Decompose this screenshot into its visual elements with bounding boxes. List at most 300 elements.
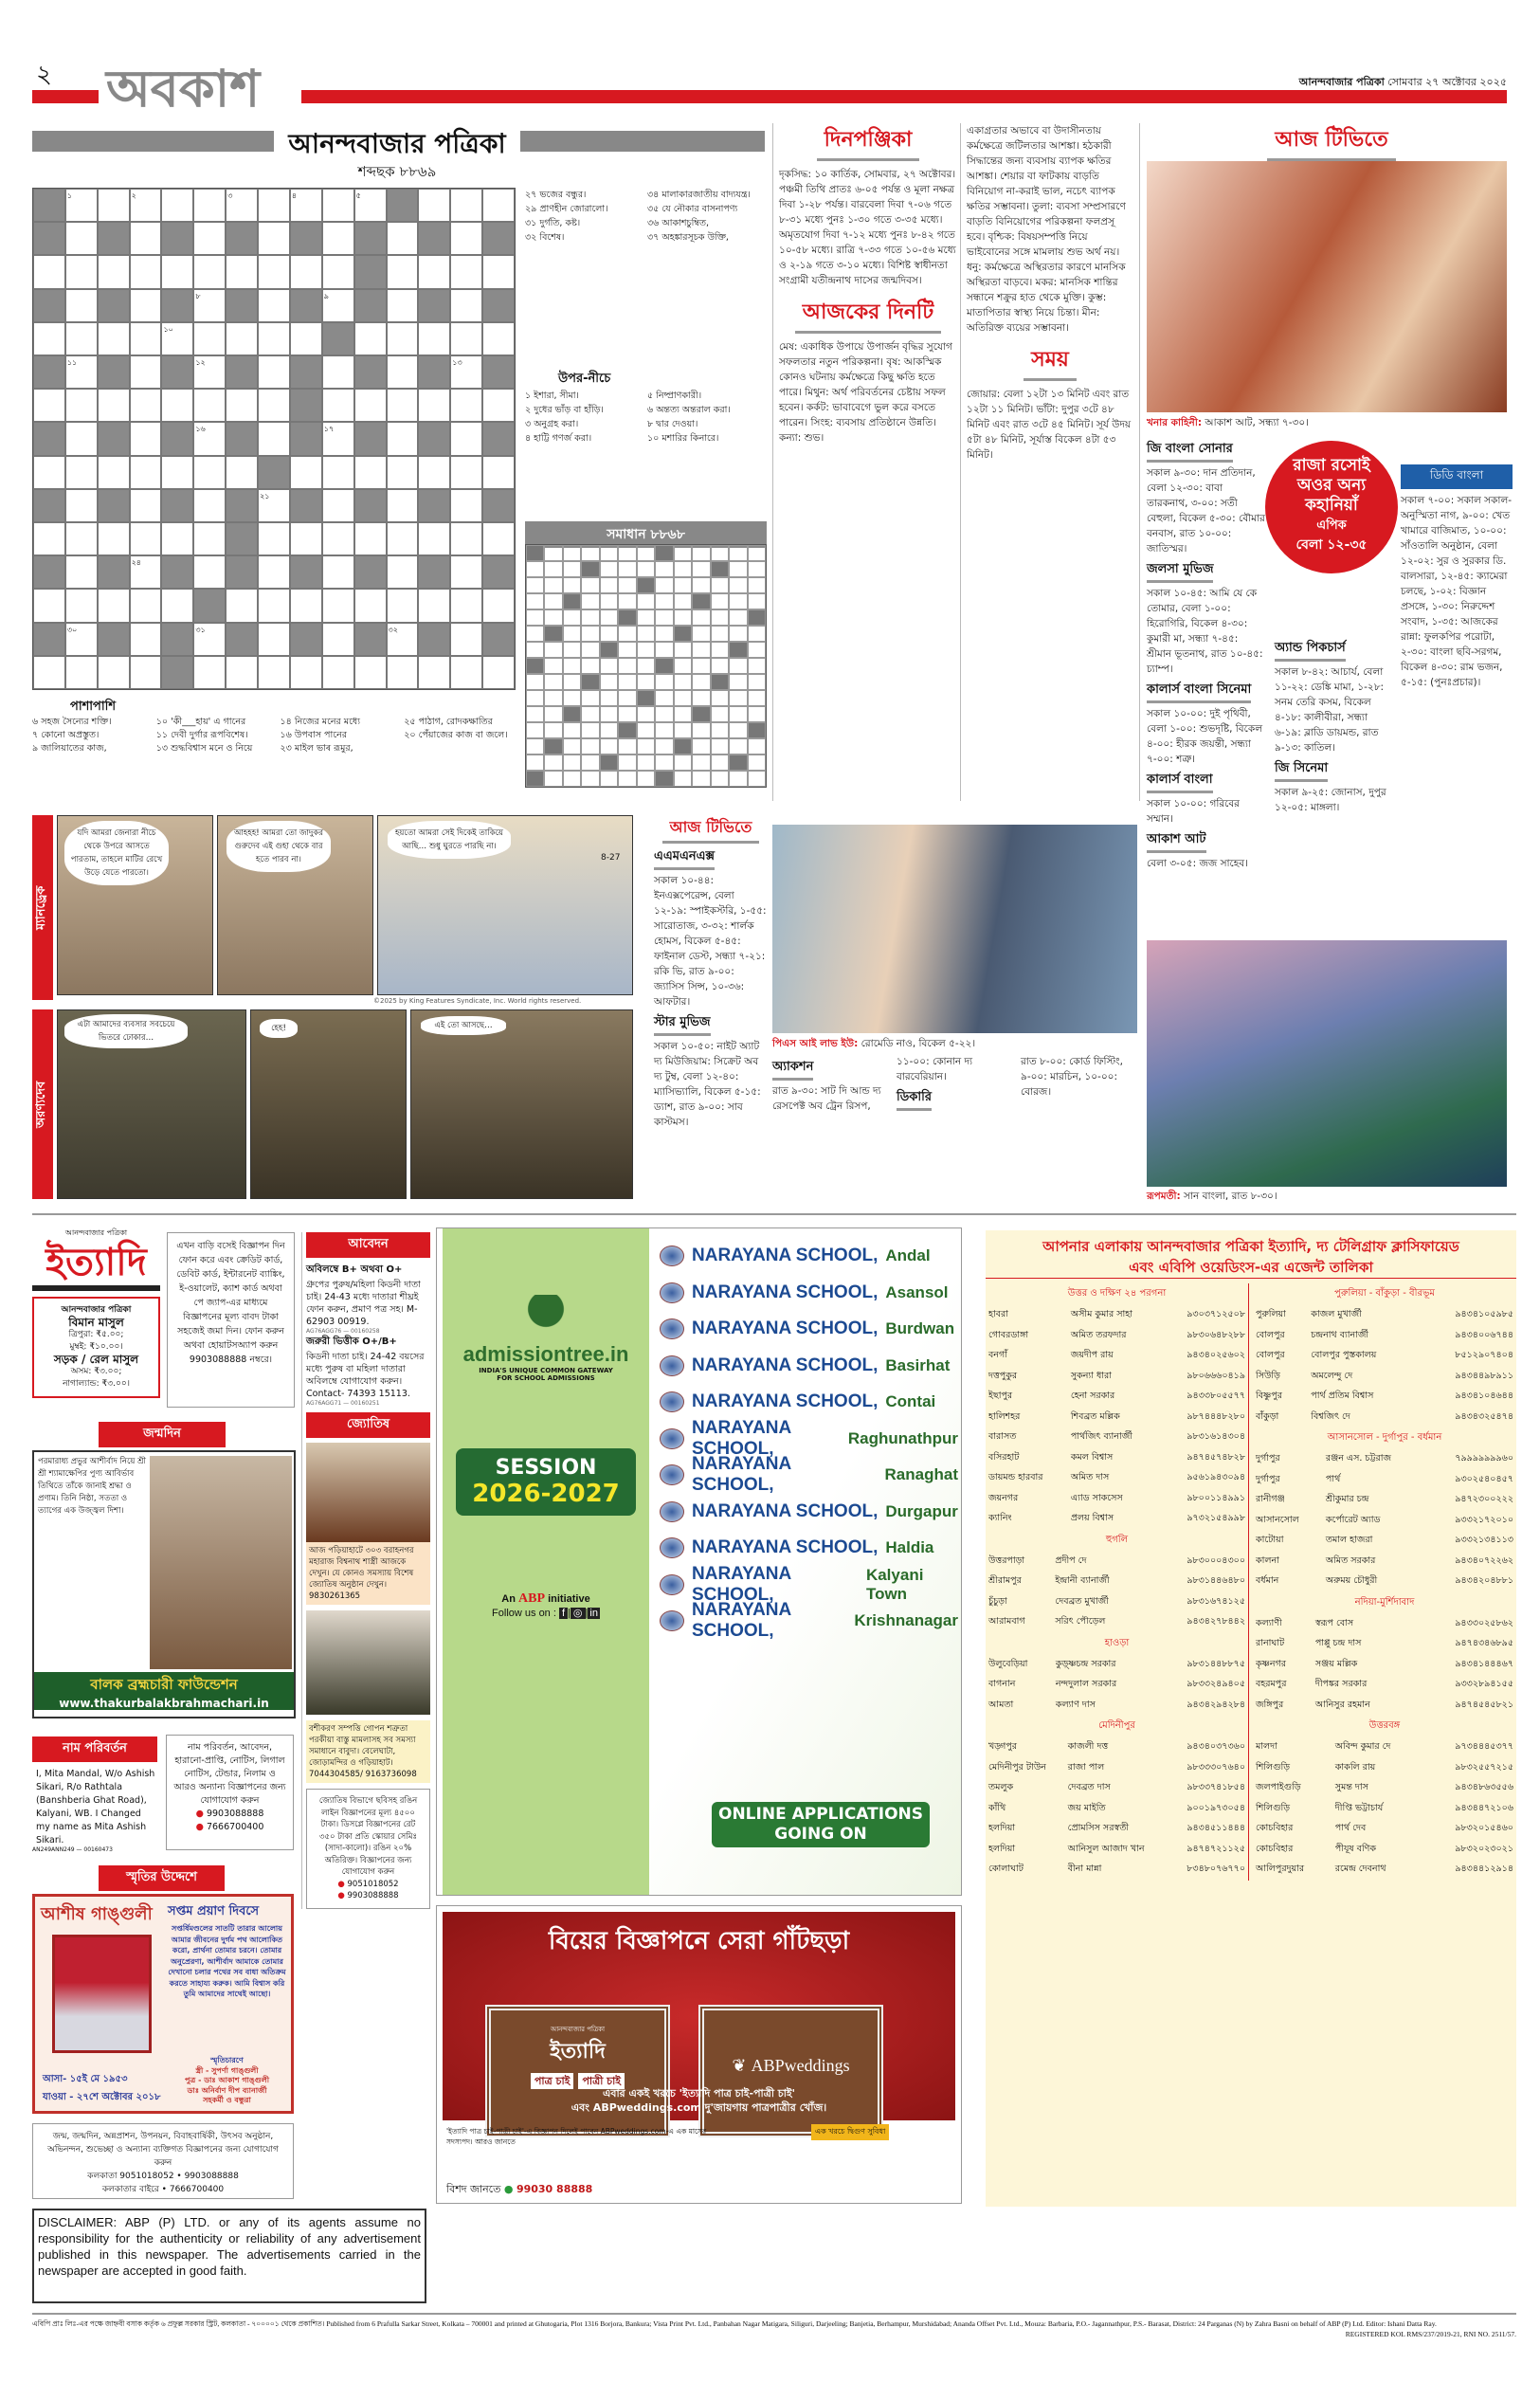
crossword-cell[interactable] (98, 456, 130, 489)
agent-area: কোচবিহার (1256, 1823, 1294, 1834)
crossword-cell[interactable] (387, 489, 419, 522)
crossword-cell[interactable]: ১৬ (193, 422, 226, 455)
solution-cell (748, 577, 766, 593)
agent-area: দুর্গাপুর (1256, 1473, 1280, 1484)
crossword-cell[interactable] (322, 222, 354, 255)
crossword-cell[interactable] (130, 322, 162, 355)
agent-phone: ৯৪৩৪৪১২৯১৪ (1455, 1864, 1513, 1875)
crossword-cell[interactable]: ৮ (193, 289, 226, 322)
solution-cell (618, 577, 636, 593)
solution-cell (655, 593, 673, 609)
crossword-cell[interactable] (290, 522, 322, 555)
agent-phone: ৯৪৭৪৫৭৪৮২৮ (1187, 1451, 1245, 1463)
crossword-cell[interactable] (193, 555, 226, 589)
crossword-grid[interactable] (32, 188, 516, 690)
agent-phone: ৯৪৩৪২০৪৮৮১ (1455, 1575, 1513, 1587)
crossword-cell[interactable] (322, 355, 354, 389)
crossword-cell[interactable] (418, 389, 450, 422)
crossword-cell[interactable] (258, 189, 290, 222)
crossword-cell[interactable] (387, 222, 419, 255)
crossword-cell[interactable] (482, 189, 515, 222)
crossword-cell[interactable] (450, 656, 482, 689)
crossword-cell[interactable] (33, 456, 65, 489)
crossword-cell[interactable] (65, 389, 98, 422)
appeal-body: কিডনী দাতা চাই। 24-42 বয়সের মধ্যে পুরুষ বা মহিলা দাতারা অবিলম্বে যোগাযোগ করুন। Contact- 74393 15113. (306, 1352, 425, 1399)
crossword-cell[interactable] (387, 422, 419, 455)
speech-balloon: হয়তো আমরা সেই দিকেই তাকিয়ে আছি… শুধু ঘুরতে পারছি না। (388, 821, 511, 859)
solution-cell (655, 626, 673, 642)
crossword-cell[interactable]: ৪ (290, 189, 322, 222)
caption-label: পিএস আই লাভ ইউ: (772, 1038, 859, 1049)
crossword-cell[interactable] (482, 589, 515, 622)
crossword-cell[interactable] (322, 489, 354, 522)
agent-name: অবিন্দ কুমার দে (1334, 1741, 1391, 1753)
crossword-cell[interactable]: ১০ (161, 322, 193, 355)
agent-row (986, 1799, 1248, 1820)
crossword-cell[interactable] (450, 589, 482, 622)
agent-area: শিলিগুড়ি (1256, 1761, 1291, 1773)
agent-name: প্রদীপ দে (1055, 1555, 1087, 1566)
crossword-cell[interactable] (450, 389, 482, 422)
solution-cell (581, 626, 599, 642)
crossword-cell[interactable] (450, 289, 482, 322)
road-title: সড়ক / রেল মাসুল (53, 1353, 139, 1366)
crossword-cell[interactable] (65, 322, 98, 355)
crossword-cell[interactable]: ২ (130, 189, 162, 222)
page-header (0, 0, 1540, 118)
crossword-cell[interactable] (226, 589, 258, 622)
crossword-cell[interactable] (354, 656, 387, 689)
campus-name: Haldia (885, 1538, 934, 1557)
wedding-offer-badge: এক খরচে দ্বিগুণ সুবিধা (811, 2124, 889, 2140)
rate-line: ত্রিপুরা: ₹৫.০০; (68, 1330, 124, 1339)
crossword-cell[interactable] (450, 555, 482, 589)
crossword-cell[interactable] (130, 389, 162, 422)
crossword-cell[interactable] (387, 355, 419, 389)
crossword-cell[interactable] (450, 255, 482, 288)
crossword-cell[interactable] (258, 422, 290, 455)
crossword-cell[interactable] (161, 522, 193, 555)
crossword-cell[interactable]: ১৩ (450, 355, 482, 389)
crossword-cell[interactable] (258, 589, 290, 622)
memorial-tag: স্মৃতির উদ্দেশে (99, 1865, 225, 1891)
crossword-cell[interactable]: ৩ (226, 189, 258, 222)
agent-area: বারাসত (988, 1431, 1017, 1443)
crossword-cell[interactable] (354, 589, 387, 622)
facebook-icon[interactable]: f (559, 1608, 568, 1619)
crossword-cell[interactable] (193, 322, 226, 355)
school-name: NARAYANA SCHOOL, (692, 1246, 879, 1266)
crossword-cell[interactable] (33, 656, 65, 689)
crossword-cell[interactable] (258, 522, 290, 555)
agent-row (1253, 1305, 1516, 1326)
crossword-cell[interactable] (258, 322, 290, 355)
crossword-cell[interactable] (387, 522, 419, 555)
crossword-cell[interactable] (418, 255, 450, 288)
crossword-cell[interactable] (33, 522, 65, 555)
down-clues (525, 389, 762, 521)
solution-cell (637, 738, 655, 755)
crossword-cell[interactable] (193, 522, 226, 555)
crossword-cell[interactable] (450, 422, 482, 455)
crossword-cell[interactable] (98, 189, 130, 222)
solution-cell (618, 609, 636, 626)
solution-cell (563, 755, 581, 771)
wedding-phone[interactable] (446, 2181, 592, 2199)
solution-cell (526, 626, 544, 642)
crossword-cell[interactable] (161, 389, 193, 422)
crossword-cell[interactable] (98, 389, 130, 422)
crossword-cell[interactable] (193, 389, 226, 422)
crossword-cell[interactable] (290, 322, 322, 355)
crossword-cell (354, 222, 387, 255)
crossword-cell[interactable] (322, 189, 354, 222)
crossword-cell (193, 589, 226, 622)
crossword-cell[interactable] (98, 255, 130, 288)
crossword-cell[interactable] (161, 255, 193, 288)
crossword-cell[interactable] (322, 623, 354, 656)
crossword-cell[interactable] (258, 222, 290, 255)
crossword-cell[interactable] (258, 289, 290, 322)
solution-cell (637, 577, 655, 593)
crossword-cell[interactable] (450, 222, 482, 255)
agent-phone: ৯৪৩৪৩২৫৪৭৪ (1455, 1410, 1513, 1422)
clue: ৩১ দুর্গতি, কষ্ট। (525, 218, 581, 228)
crossword-cell[interactable] (226, 255, 258, 288)
crossword-cell[interactable] (193, 255, 226, 288)
crossword-cell[interactable] (387, 289, 419, 322)
crossword-cell[interactable] (387, 255, 419, 288)
agent-table (1253, 1449, 1516, 1592)
agent-area: কোচবিহার (1256, 1843, 1294, 1854)
crossword-cell[interactable] (130, 489, 162, 522)
agent-row (986, 1509, 1248, 1530)
crossword-cell[interactable] (98, 522, 130, 555)
agent-title (986, 1230, 1516, 1279)
crossword-cell[interactable] (226, 456, 258, 489)
school-campus (660, 1563, 958, 1605)
crossword-cell[interactable] (258, 555, 290, 589)
crossword-cell[interactable] (161, 189, 193, 222)
agent-name: রমেন্দ্র দেবনাথ (1334, 1864, 1386, 1875)
horoscope-cont: একাগ্রতার অভাবে বা উদাসীনতায় কর্মক্ষেত্রে জটিলতার আশঙ্কা। হঠকারী সিদ্ধান্তের জন্য ব্যবসায় ব্যাপক ক্ষতির আশঙ্কা। শেয়ার বা ফাটকায় বাড়তি বিনিয়োগ না-করাই ভাল, নচেৎ ব্যাপক ক্ষতির সম্ভাবনা। তুলা: ব্যবসা সম্প্রসারণে বাড়তি বিনিয়োগের পরিকল্পনা ফলপ্রসূ হবে। বৃশ্চিক: বিষয়সম্পত্তি নিয়ে ভাইবোনের সঙ্গে মামলায় শুভ অর্থ নয়। ধনু: কর্মক্ষেত্রে অস্থিরতার কারণে মানসিক অস্থিরতা বাড়বে। মকর: মানসিক শান্তির সন্ধানে শক্রুর হাত থেকে মুক্তি। কুম্ভ: মাতাপিতার স্বাস্থ্য নিয়ে চিন্তা। মীন: অতিরিক্ত ব্যয়ের সম্ভাবনা। (967, 125, 1126, 334)
agent-phone: ৯৪৩৪০৩৭৩৬০ (1187, 1741, 1245, 1753)
crossword-cell[interactable] (193, 489, 226, 522)
solution-cell (544, 738, 562, 755)
solution-cell (748, 658, 766, 674)
crossword-cell[interactable] (322, 255, 354, 288)
phone-number: 99030 88888 (516, 2183, 593, 2195)
narayana-logo-icon (660, 1282, 684, 1303)
crossword-cell[interactable] (450, 456, 482, 489)
solution-cell (729, 642, 747, 658)
agent-table (1253, 1614, 1516, 1717)
channel-name: আকাশ আট (1147, 830, 1206, 853)
crossword-cell[interactable] (322, 389, 354, 422)
crossword-cell (33, 623, 65, 656)
rates-box (32, 1297, 160, 1398)
agent-phone: ৯৪৩৪৮৬৩৫৫৬ (1455, 1782, 1513, 1793)
notice-phone: ● 9903088888 (195, 1809, 264, 1819)
crossword-cell[interactable] (130, 289, 162, 322)
crossword-cell (161, 656, 193, 689)
agent-phone: ৯৪৩৪২৭৮৪৪২ (1187, 1616, 1245, 1627)
solution-cell (655, 690, 673, 706)
solution-cell (618, 722, 636, 738)
crossword-cell[interactable] (98, 656, 130, 689)
crossword-cell[interactable] (130, 255, 162, 288)
crossword-cell[interactable] (33, 589, 65, 622)
school-campus (660, 1311, 958, 1348)
crossword-cell[interactable]: ৯ (322, 289, 354, 322)
agent-phone: ৯৮৭৪৪৪৮২৮০ (1187, 1410, 1245, 1422)
narayana-logo-icon (660, 1574, 684, 1595)
crossword-cell[interactable] (65, 222, 98, 255)
crossword-cell[interactable] (322, 555, 354, 589)
solution-cell (692, 593, 710, 609)
crossword-cell (161, 222, 193, 255)
crossword-cell[interactable] (65, 422, 98, 455)
clue: ১৪ নিজের মনের মধ্যে (280, 717, 360, 727)
crossword-cell[interactable] (65, 555, 98, 589)
crossword-cell[interactable] (258, 355, 290, 389)
crossword-cell[interactable]: ৩২ (387, 623, 419, 656)
crossword-cell[interactable] (450, 189, 482, 222)
crossword-cell (290, 389, 322, 422)
clue: ১৩ শুদ্ধবিশ্বাস মনে ও নিয়ে (155, 743, 253, 754)
crossword-cell[interactable] (130, 656, 162, 689)
solution-cell (544, 545, 562, 561)
crossword-cell[interactable]: ১৭ (322, 422, 354, 455)
crossword-cell[interactable] (418, 189, 450, 222)
crossword-cell (354, 489, 387, 522)
caption-label: খনার কাহিনী: (1147, 417, 1203, 428)
crossword-cell[interactable] (130, 522, 162, 555)
crossword-cell[interactable] (450, 322, 482, 355)
agent-phone: ৯৮৩১৬৭৪১২৫ (1187, 1595, 1245, 1607)
crossword-cell[interactable] (65, 255, 98, 288)
agent-row (1253, 1449, 1516, 1470)
name-change-tag: নাম পরিবর্তন (32, 1736, 157, 1762)
channel-name: অ্যান্ড পিকচার্স (1275, 639, 1346, 662)
appeal-body: গ্রুপের পুরুষ/মহিলা কিডনী দাতা চাই। 24-43 মধ্যে দাতারা শীঘ্রই ফোন করুন, প্রমাণ পত্র সহ। M- 62903 00919. (306, 1280, 421, 1327)
crossword-cell[interactable] (193, 222, 226, 255)
crossword-cell[interactable] (193, 189, 226, 222)
crossword-cell[interactable] (161, 589, 193, 622)
crossword-cell[interactable] (130, 222, 162, 255)
crossword-cell[interactable] (98, 589, 130, 622)
crossword-cell[interactable] (33, 255, 65, 288)
crossword-cell[interactable] (322, 522, 354, 555)
crossword-cell[interactable] (418, 522, 450, 555)
school-campus (660, 1600, 958, 1642)
birthday-url[interactable]: www.thakurbalakbrahmachari.in (34, 1697, 294, 1710)
crossword-cell[interactable] (98, 322, 130, 355)
clue: ২৩ মাইল ভাৰ রূমুর, (280, 743, 353, 754)
solution-cell (600, 561, 618, 577)
crossword-cell[interactable] (130, 623, 162, 656)
crossword-cell[interactable] (482, 322, 515, 355)
crossword-cell[interactable] (33, 389, 65, 422)
crossword-cell[interactable] (387, 589, 419, 622)
crossword-cell[interactable] (322, 589, 354, 622)
crossword-cell[interactable] (65, 489, 98, 522)
crossword-cell[interactable] (450, 522, 482, 555)
agent-area: জঙ্গিপুর (1256, 1699, 1284, 1710)
solution-cell (563, 706, 581, 722)
agent-row (986, 1448, 1248, 1469)
crossword-cell[interactable] (130, 456, 162, 489)
crossword-cell[interactable] (322, 656, 354, 689)
crossword-cell[interactable] (418, 456, 450, 489)
crossword-cell[interactable]: ১২ (193, 355, 226, 389)
agent-row (986, 1468, 1248, 1489)
crossword-cell[interactable] (130, 355, 162, 389)
clue: ১০ 'কী___হায়' এ গানের (155, 717, 246, 727)
crossword-cell[interactable] (322, 456, 354, 489)
crossword-cell[interactable] (193, 456, 226, 489)
crossword-cell[interactable] (387, 555, 419, 589)
crossword-cell[interactable] (418, 656, 450, 689)
clue: ৬ অন্তত্য অন্তরাল করা। (647, 405, 731, 415)
crossword-cell[interactable] (130, 422, 162, 455)
crossword-cell[interactable] (193, 656, 226, 689)
solution-cell (637, 658, 655, 674)
crossword-cell[interactable] (354, 389, 387, 422)
solution-cell (674, 626, 692, 642)
solution-cell (655, 755, 673, 771)
agent-phone: ৯৪৩৪৪৭২১০৬ (1455, 1802, 1513, 1813)
agent-row (1253, 1367, 1516, 1388)
solution-cell (748, 545, 766, 561)
follow-label: Follow us on : (492, 1608, 556, 1619)
online-applications-badge[interactable] (712, 1802, 930, 1847)
agent-area: উলুবেড়িয়া (988, 1658, 1028, 1669)
crossword-cell[interactable] (387, 456, 419, 489)
crossword-cell[interactable]: ৫ (354, 189, 387, 222)
crossword-cell[interactable]: ৩০ (65, 623, 98, 656)
crossword-cell[interactable]: ১১ (65, 355, 98, 389)
time-title: সময় (1024, 343, 1077, 381)
agent-region: মেদিনীপুর (1098, 1720, 1135, 1731)
crossword-cell[interactable]: ২১ (258, 489, 290, 522)
agent-row (986, 1655, 1248, 1676)
agent-column-right (1253, 1283, 1516, 1881)
solution-cell (544, 706, 562, 722)
solution-cell (618, 771, 636, 787)
crossword-cell[interactable] (482, 522, 515, 555)
crossword-cell[interactable] (387, 389, 419, 422)
solution-cell (581, 593, 599, 609)
instagram-icon[interactable]: ◎ (571, 1608, 586, 1619)
astro-rates (306, 1789, 430, 1909)
appeal-code: AG76AGG71 — 00160251 (306, 1400, 380, 1407)
crossword-cell[interactable] (387, 322, 419, 355)
header-rule-left (32, 90, 99, 103)
crossword-cell (226, 623, 258, 656)
solution-cell (692, 658, 710, 674)
comic-panel (410, 1009, 633, 1199)
crossword (32, 123, 768, 801)
crossword-cell[interactable] (226, 656, 258, 689)
crossword-cell[interactable] (482, 389, 515, 422)
crossword-cell[interactable] (290, 255, 322, 288)
crossword-cell[interactable]: ১ (65, 189, 98, 222)
crossword-cell[interactable] (290, 456, 322, 489)
crossword-cell[interactable] (354, 322, 387, 355)
pay-notice: এখন বাড়ি বসেই বিজ্ঞাপন দিন ফোন করে এবং ক্রেডিট কার্ড, ডেবিট কার্ড, ইন্টারনেট ব্যাঙ্কিং, ই-ওয়ালেট, ক্যাশ কার্ড অথবা পে জ্যাপ-এর মাধ্যমে বিজ্ঞাপনের মূল্য বাবদ টাকা সহজেই জমা দিন। ফোন করুন অথবা হোয়াটসঅ্যাপ করুন 9903088888 নম্বরে। (167, 1232, 295, 1408)
crossword-cell[interactable] (258, 255, 290, 288)
astro-tag: জ্যোতিষ (306, 1412, 430, 1438)
crossword-cell[interactable] (482, 456, 515, 489)
campus-name: Asansol (885, 1282, 949, 1301)
crossword-cell[interactable] (130, 589, 162, 622)
crossword-cell[interactable] (65, 456, 98, 489)
crossword-cell[interactable]: ৩১ (193, 623, 226, 656)
agent-name: আনিসুর রহমান (1314, 1699, 1370, 1710)
crossword-cell (33, 222, 65, 255)
crossword-cell[interactable] (65, 589, 98, 622)
agent-phone: ৯৮৩২৫৫৭২১৫ (1455, 1761, 1513, 1773)
crossword-cell[interactable] (450, 623, 482, 656)
agent-area: বোলপুর (1256, 1350, 1285, 1361)
school-campus (660, 1530, 958, 1567)
crossword-cell[interactable] (65, 656, 98, 689)
crossword-cell[interactable] (450, 489, 482, 522)
horoscope-column-2 (960, 123, 1140, 801)
solution-cell (637, 755, 655, 771)
agent-title-line: আপনার এলাকায় আনন্দবাজার পত্রিকা ইত্যাদি, দ্য টেলিগ্রাফ ক্লাসিফায়েড (1042, 1238, 1459, 1255)
crossword-cell[interactable] (482, 255, 515, 288)
crossword-cell[interactable] (387, 656, 419, 689)
crossword-cell[interactable] (354, 456, 387, 489)
crossword-cell[interactable] (161, 456, 193, 489)
rates-paper: আনন্দবাজার পত্রিকা (61, 1305, 132, 1315)
crossword-cell (98, 355, 130, 389)
crossword-cell[interactable] (226, 389, 258, 422)
crossword-cell[interactable] (290, 589, 322, 622)
crossword-cell[interactable] (290, 656, 322, 689)
solution-cell (674, 577, 692, 593)
crossword-cell[interactable] (258, 656, 290, 689)
crossword-cell[interactable]: ২৪ (130, 555, 162, 589)
name-change-code: AN249ANN249 — 00160473 (32, 1846, 113, 1853)
crossword-cell[interactable] (354, 522, 387, 555)
crossword-cell[interactable] (65, 522, 98, 555)
crossword-cell[interactable] (418, 322, 450, 355)
agent-area: বিষ্ণুপুর (1256, 1391, 1282, 1402)
agent-phone: ৯৪৩৪১০৫৯৮৫ (1455, 1309, 1513, 1320)
channel-schedule: সকাল ৮-৪২: আচার্য, বেলা ১১-২২: ডেঙ্কি মামা, ১-২৮: সনম তেরি কসম, বিকেল ৪-১৮: কালীবীরা, সন্ধ্যা ৬-১৯: ব্লাডি ডায়মন্ড, রাত ৯-১৩: কাতিল। (1275, 666, 1385, 754)
solution-cell (692, 738, 710, 755)
crossword-cell[interactable] (418, 589, 450, 622)
crossword-cell[interactable] (258, 389, 290, 422)
crossword-cell (290, 489, 322, 522)
solution-cell (711, 690, 729, 706)
solution-cell (600, 609, 618, 626)
crossword-cell[interactable] (226, 322, 258, 355)
agent-area: কোলাঘাট (988, 1864, 1024, 1875)
agent-row (1253, 1614, 1516, 1635)
crossword-cell[interactable] (258, 623, 290, 656)
crossword-cell[interactable] (482, 656, 515, 689)
crossword-cell[interactable] (65, 289, 98, 322)
linkedin-icon[interactable]: in (589, 1608, 598, 1619)
crossword-cell[interactable] (33, 322, 65, 355)
solution-cell (655, 771, 673, 787)
tv-section (1147, 123, 1516, 1204)
agent-row (986, 1346, 1248, 1367)
